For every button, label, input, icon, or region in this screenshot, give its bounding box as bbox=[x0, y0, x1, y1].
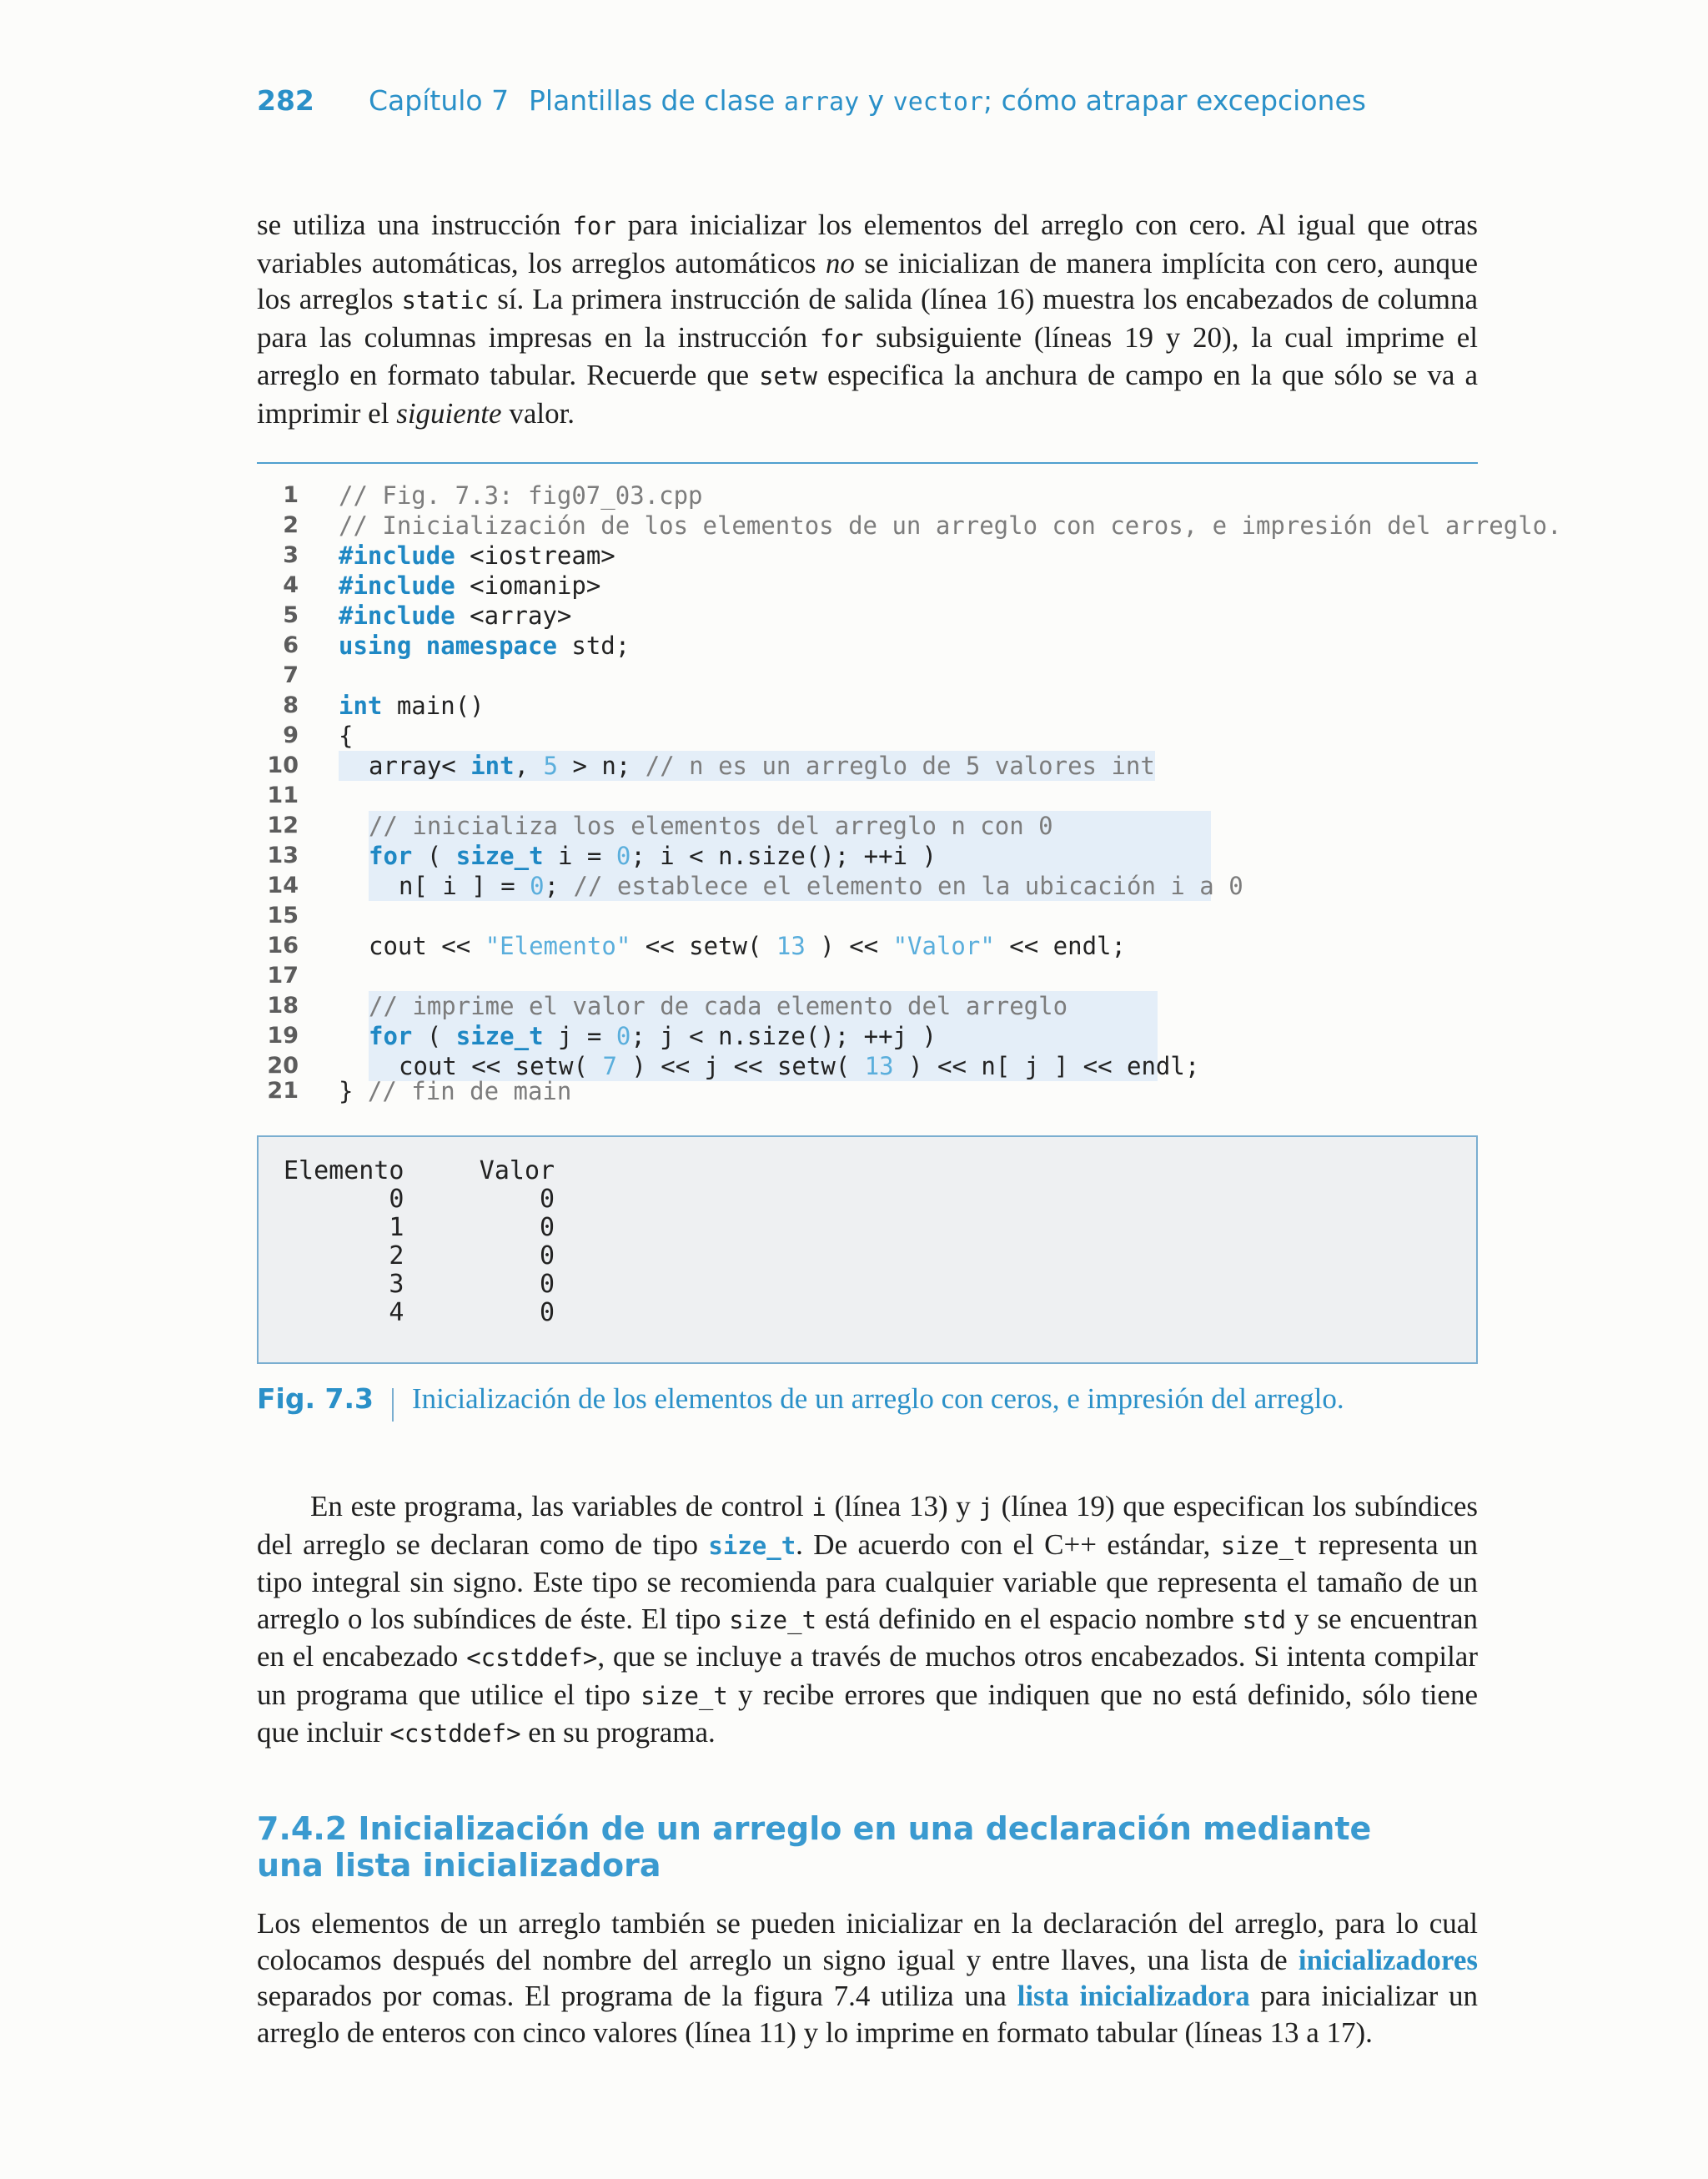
output-row: 3 0 bbox=[284, 1270, 555, 1299]
figure-caption-text: Inicialización de los elementos de un arreglo con ceros, e impresión del arreglo. bbox=[411, 1382, 1344, 1415]
section-heading: 7.4.2 Inicialización de un arreglo en una declaración mediante una lista inicializadora bbox=[257, 1810, 1372, 1884]
body-paragraph-1: se utiliza una instrucción for para inicializar los elementos del arreglo con cero. Al igual que otras variables automáticas, los arreglos automáticos no se inicializan de manera implícita con cero, aunque los arreglos static sí. La primera instrucción de salida (línea 16) muestra los encabezados de columna para las columnas impresas en la instrucción for subsiguiente (líneas 19 y 20), la cual imprime el arreglo en formato tabular. Recuerde que setw especifica la anchura de campo en la que sólo se va a imprimir el siguiente valor. bbox=[257, 209, 1479, 430]
figure-top-rule bbox=[257, 462, 1478, 464]
keyword-inicializadores: inicializadores bbox=[1298, 1943, 1478, 1976]
page-number: 282 bbox=[257, 84, 314, 117]
program-output bbox=[257, 1135, 1478, 1364]
output-header: Elemento Valor bbox=[284, 1156, 555, 1185]
keyword-lista-inicializadora: lista inicializadora bbox=[1017, 1980, 1250, 2012]
body-paragraph-2: En este programa, las variables de control i (línea 13) y j (línea 19) que especifican los subíndices del arreglo se declaran como de tipo size_t. De acuerdo con el C++ estándar, size_t representa un tipo integral sin signo. Este tipo se recomienda para cualquier variable que representa el tamaño de un arreglo o los subíndices de éste. El tipo size_t está definido en el espacio nombre std y se encuentran en el encabezado <cstddef>, que se incluye a través de muchos otros encabezados. Si intenta compilar un programa que utilice el tipo size_t y recibe errores que indiquen que no está definido, sólo tiene que incluir <cstddef> en su programa. bbox=[257, 1490, 1479, 1749]
output-row: 1 0 bbox=[284, 1213, 555, 1242]
caption-separator bbox=[392, 1388, 394, 1422]
figure-label: Fig. 7.3 bbox=[257, 1382, 374, 1415]
output-row: 2 0 bbox=[284, 1241, 555, 1271]
chapter-label: Capítulo 7 bbox=[369, 84, 510, 117]
output-row: 4 0 bbox=[284, 1298, 555, 1327]
body-paragraph-3: Los elementos de un arreglo también se pueden inicializar en la declaración del arreglo, para lo cual colocamos después del nombre del arreglo un signo igual y entre llaves, una lista de inicializadores separados por comas. El programa de la figura 7.4 utiliza una lista inicializadora para inicializar un arreglo de enteros con cinco valores (línea 11) y lo imprime en formato tabular (líneas 13 a 17). bbox=[257, 1907, 1479, 2049]
chapter-title: Plantillas de clase array y vector; cómo atrapar excepciones bbox=[529, 84, 1366, 117]
running-header bbox=[257, 80, 1474, 122]
figure-caption bbox=[257, 1378, 1344, 1420]
output-row: 0 0 bbox=[284, 1185, 555, 1214]
